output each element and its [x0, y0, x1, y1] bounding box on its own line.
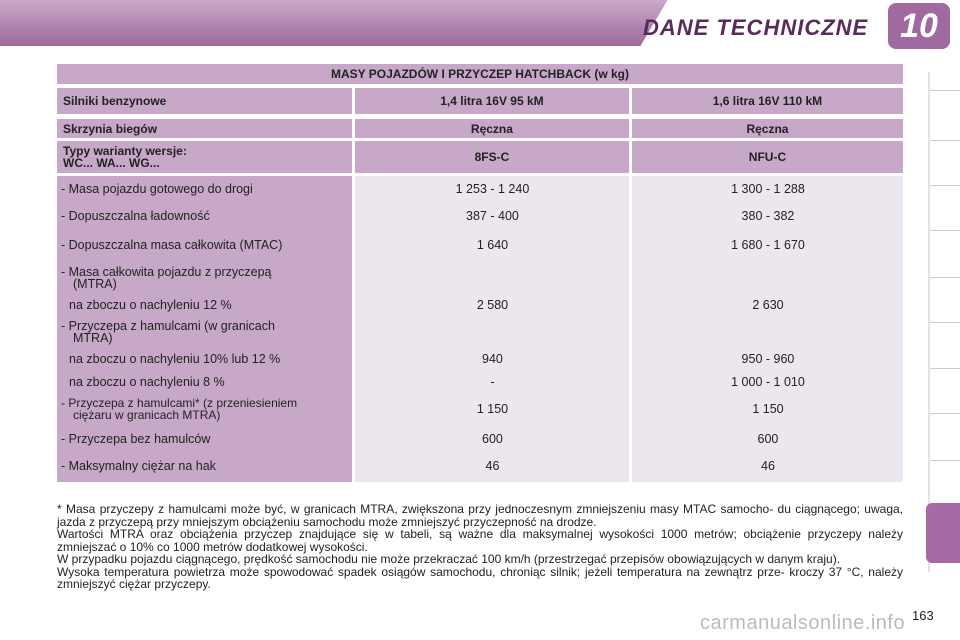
notes	[57, 503, 903, 591]
row-value: 2 580	[476, 298, 509, 312]
row-value: 1 640	[476, 238, 509, 252]
side-tab-divider	[930, 322, 960, 323]
row-label: - Masa pojazdu gotowego do drogi	[61, 182, 253, 196]
gearbox-label: Skrzynia biegów	[57, 119, 352, 138]
value-column-2	[632, 176, 903, 482]
note-temperature: Wysoka temperatura powietrza może spowodować spadek osiągów samochodu, chroniąc silnik; jeżeli temperatura na zewnątrz prze- kroczy 37 °C, należy zmniejszyć ciężar przyczepy.	[57, 564, 903, 591]
page-title: DANE TECHNICZNE	[643, 15, 869, 40]
note-speed: W przypadku pojazdu ciągnącego, prędkość samochodu nie może przekraczać 100 km/h (przestrzegać przepisów obowiązujących w danym kraju).	[57, 552, 841, 566]
types-col-1: 8FS-C	[355, 141, 629, 173]
side-tab-divider	[930, 368, 960, 369]
value-column-1	[355, 176, 629, 482]
engines-label: Silniki benzynowe	[57, 88, 352, 114]
row-label-cont: MTRA)	[73, 331, 113, 345]
row-label: - Masa całkowita pojazdu z przyczepą	[61, 265, 272, 279]
row-value: 600	[482, 432, 503, 446]
side-tab-divider	[930, 230, 960, 231]
side-tab-divider	[930, 413, 960, 414]
gearbox-col-1: Ręczna	[355, 119, 629, 138]
row-value: 1 150	[476, 402, 509, 416]
row-label: na zboczu o nachyleniu 8 %	[69, 375, 225, 389]
label-column	[57, 176, 352, 482]
side-tab-active[interactable]	[926, 503, 960, 563]
row-value: 1 680 - 1 670	[731, 238, 805, 252]
row-value: 1 150	[752, 402, 784, 416]
note-trailer-footnote: * Masa przyczepy z hamulcami może być, w granicach MTRA, zwiększona przy jednoczesnym zmniejszeniu masy MTAC samocho- du ciągnącego; uwaga, jazda z przyczepą przy mniejszym obciążeniu samochodu może zmniejszyć przyczepność na drodze.	[57, 502, 903, 529]
table-body	[57, 176, 903, 482]
types-col-2: NFU-C	[632, 141, 903, 173]
row-value: 940	[482, 352, 503, 366]
row-value: 1 300 - 1 288	[731, 182, 805, 196]
row-label: na zboczu o nachyleniu 12 %	[69, 298, 232, 312]
side-tab-divider	[930, 185, 960, 186]
side-tab-divider	[930, 277, 960, 278]
row-value: -	[490, 375, 495, 389]
table-caption: MASY POJAZDÓW I PRZYCZEP HATCHBACK (w kg)	[57, 64, 903, 84]
engine-col-2: 1,6 litra 16V 110 kM	[632, 88, 903, 114]
row-label-cont: (MTRA)	[73, 277, 117, 291]
row-value: 46	[761, 459, 775, 473]
note-altitude: Wartości MTRA oraz obciążenia przyczep znajdujące się w tabeli, są ważne dla maksymalnej wysokości 1000 metrów; obciążenie przyczepy należy zmniejszać o 10% co 1000 metrów dodatkowej wysokości.	[57, 527, 903, 554]
row-value: 600	[757, 432, 779, 446]
row-value: 380 - 382	[741, 209, 795, 223]
page-number: 163	[912, 608, 934, 623]
types-label-line-2: WC... WA... WG...	[63, 156, 160, 170]
row-value: 46	[485, 459, 500, 473]
row-value: 950 - 960	[741, 352, 795, 366]
side-tabs	[930, 70, 960, 570]
row-label-cont: ciężaru w granicach MTRA)	[73, 408, 221, 422]
watermark: carmanualsonline.info	[700, 612, 906, 634]
engine-col-1: 1,4 litra 16V 95 kM	[355, 88, 629, 114]
weights-table	[57, 64, 903, 482]
row-label: - Dopuszczalna ładowność	[61, 209, 210, 223]
row-value: 2 630	[752, 298, 784, 312]
types-label	[57, 141, 352, 173]
chapter-badge: 10	[888, 3, 950, 49]
row-value: 1 253 - 1 240	[455, 182, 530, 196]
row-label: - Przyczepa z hamulcami (w granicach	[61, 319, 275, 333]
side-tab-divider	[930, 140, 960, 141]
side-tab-divider	[930, 90, 960, 91]
row-label: - Przyczepa z hamulcami* (z przeniesieniem	[61, 396, 298, 410]
row-label: - Przyczepa bez hamulców	[61, 432, 211, 446]
types-label-line-1: Typy warianty wersje:	[63, 144, 187, 158]
row-label: - Maksymalny ciężar na hak	[61, 459, 216, 473]
row-label: na zboczu o nachyleniu 10% lub 12 %	[69, 352, 281, 366]
row-value: 1 000 - 1 010	[731, 375, 805, 389]
row-label: - Dopuszczalna masa całkowita (MTAC)	[61, 238, 283, 252]
side-tab-divider	[930, 460, 960, 461]
gearbox-col-2: Ręczna	[632, 119, 903, 138]
row-value: 387 - 400	[466, 209, 519, 223]
